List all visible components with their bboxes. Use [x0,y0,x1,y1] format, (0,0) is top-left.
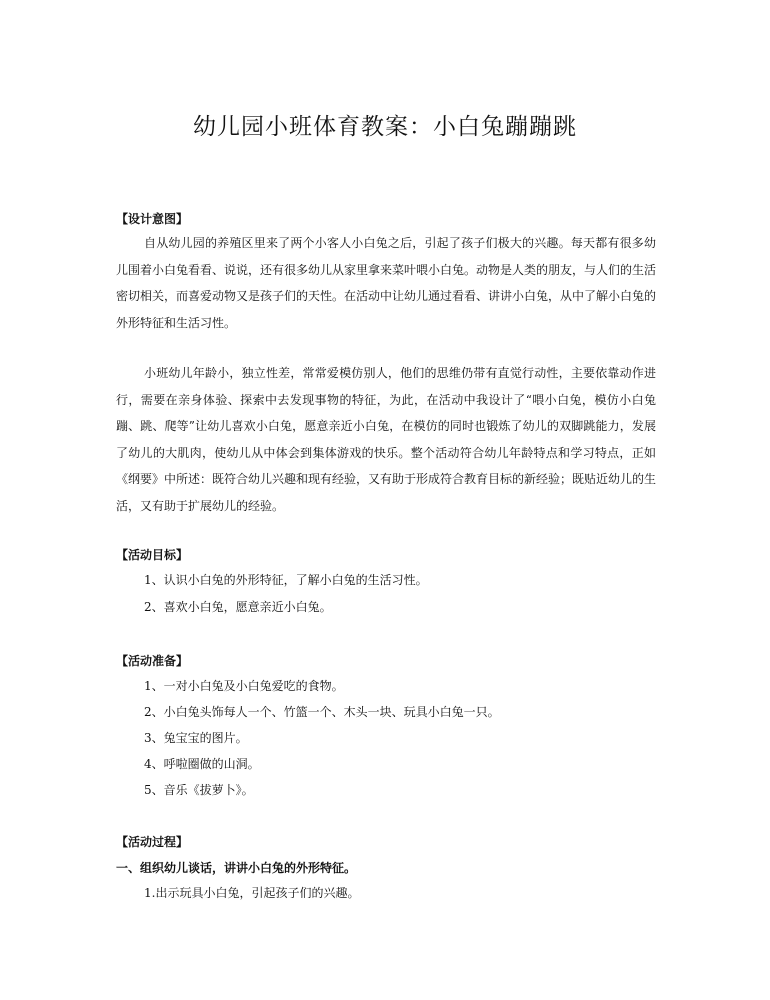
prep-heading: 【活动准备】 [116,654,189,668]
page-title: 幼儿园小班体育教案：小白兔蹦蹦跳 [193,114,577,140]
design-paragraph-2: 小班幼儿年龄小，独立性差，常常爱模仿别人，他们的思维仍带有直觉行动性，主要依靠动作进行，需要在亲身体验、探索中去发现事物的特征，为此，在活动中我设计了“喂小白兔，模仿小白兔蹦、跳、爬等”让幼儿喜欢小白兔，愿意亲近小白兔，在模仿的同时也锻炼了幼儿的双脚跳能力，发展了幼儿的大肌肉，使幼儿从中体会到集体游戏的快乐。整个活动符合幼儿年龄特点和学习特点，正如《纲要》中所述：既符合幼儿兴趣和现有经验，又有助于形成符合教育目标的新经验；既贴近幼儿的生活，又有助于扩展幼儿的经验。 [116,366,657,513]
goal-item: 1、认识小白兔的外形特征，了解小白兔的生活习性。 [144,573,428,587]
prep-item: 1、一对小白兔及小白兔爱吃的食物。 [144,679,344,693]
prep-item: 5、音乐《拔萝卜》。 [144,783,254,797]
process-step-1: 一、组织幼儿谈话，讲讲小白兔的外形特征。 [116,861,357,875]
process-heading: 【活动过程】 [116,835,189,849]
process-substep-1: 1.出示玩具小白兔，引起孩子们的兴趣。 [144,886,360,900]
prep-item: 4、呼啦圈做的山洞。 [144,757,260,771]
prep-item: 3、兔宝宝的图片。 [144,731,248,745]
design-paragraph-1: 自从幼儿园的养殖区里来了两个小客人小白兔之后，引起了孩子们极大的兴趣。每天都有很多幼儿围着小白兔看看、说说，还有很多幼儿从家里拿来菜叶喂小白兔。动物是人类的朋友，与人们的生活密切相关，而喜爱动物又是孩子们的天性。在活动中让幼儿通过看看、讲讲小白兔，从中了解小白兔的外形特征和生活习性。 [116,236,657,330]
prep-item: 2、小白兔头饰每人一个、竹篮一个、木头一块、玩具小白兔一只。 [144,705,500,719]
design-heading: 【设计意图】 [116,212,189,226]
goal-item: 2、喜欢小白兔，愿意亲近小白兔。 [144,600,332,614]
goals-heading: 【活动目标】 [116,548,189,562]
